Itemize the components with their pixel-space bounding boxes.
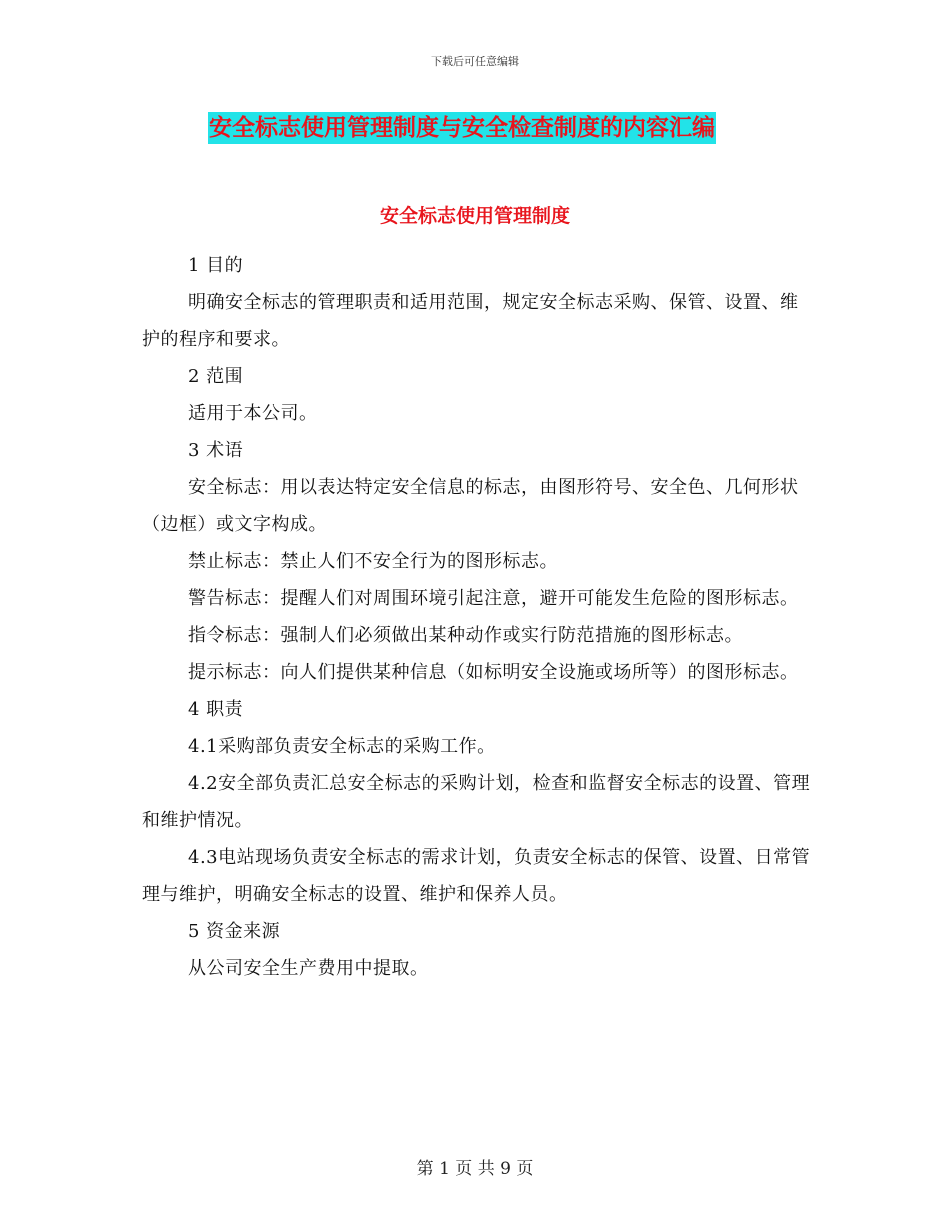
paragraph: 禁止标志：禁止人们不安全行为的图形标志。 (188, 551, 558, 572)
heading-responsibilities: 4 职责 (188, 699, 244, 720)
document-body (142, 247, 814, 987)
paragraph: 明确安全标志的管理职责和适用范围，规定安全标志采购、保管、设置、维护的程序和要求。 (142, 292, 799, 350)
paragraph: 4.3电站现场负责安全标志的需求计划，负责安全标志的保管、设置、日常管理与维护，明确安全标志的设置、维护和保养人员。 (142, 847, 811, 905)
paragraph: 安全标志：用以表达特定安全信息的标志，由图形符号、安全色、几何形状（边框）或文字构成。 (142, 477, 799, 535)
heading-funding: 5 资金来源 (188, 921, 281, 942)
heading-terms: 3 术语 (188, 440, 244, 461)
page-footer: 第 1 页 共 9 页 (416, 1159, 534, 1179)
paragraph: 适用于本公司。 (188, 403, 318, 424)
paragraph: 4.2安全部负责汇总安全标志的采购计划，检查和监督安全标志的设置、管理和维护情况。 (142, 773, 811, 831)
paragraph: 4.1采购部负责安全标志的采购工作。 (188, 736, 496, 757)
document-title: 安全标志使用管理制度与安全检查制度的内容汇编 (208, 112, 716, 144)
paragraph: 警告标志：提醒人们对周围环境引起注意，避开可能发生危险的图形标志。 (188, 588, 799, 609)
section-title: 安全标志使用管理制度 (379, 205, 570, 227)
paragraph: 指令标志：强制人们必须做出某种动作或实行防范措施的图形标志。 (188, 625, 743, 646)
paragraph: 提示标志：向人们提供某种信息（如标明安全设施或场所等）的图形标志。 (188, 662, 799, 683)
paragraph: 从公司安全生产费用中提取。 (188, 958, 429, 979)
heading-purpose: 1 目的 (188, 255, 244, 276)
heading-scope: 2 范围 (188, 366, 244, 387)
header-note: 下载后可任意编辑 (431, 55, 519, 68)
